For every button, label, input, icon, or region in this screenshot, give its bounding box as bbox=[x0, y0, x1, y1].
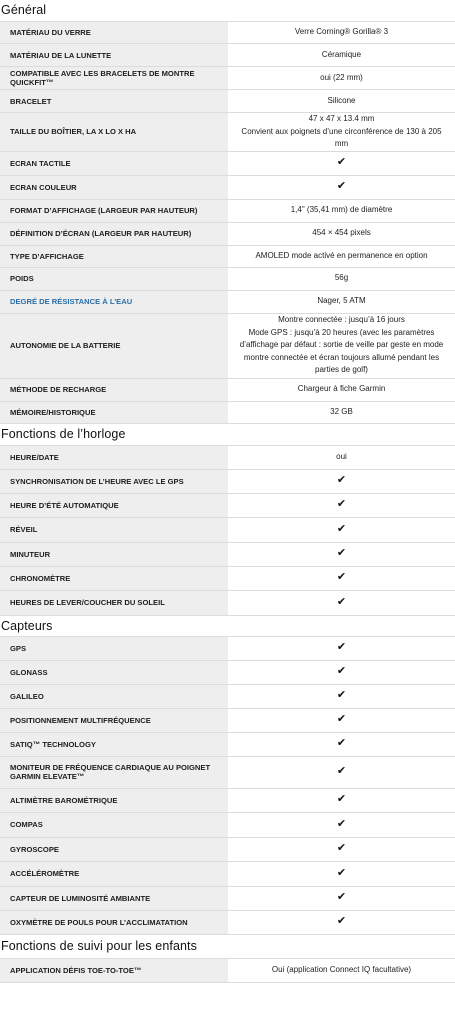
spec-row bbox=[0, 290, 455, 313]
spec-value bbox=[228, 113, 455, 152]
spec-value-line: Nager, 5 ATM bbox=[317, 296, 366, 306]
spec-row bbox=[0, 493, 455, 517]
checkmark-icon: ✔ bbox=[336, 891, 347, 904]
spec-value bbox=[228, 222, 455, 245]
spec-label-reveil: RÉVEIL bbox=[0, 517, 228, 542]
spec-row bbox=[0, 199, 455, 222]
spec-value bbox=[228, 151, 455, 175]
spec-row bbox=[0, 788, 455, 812]
spec-row bbox=[0, 566, 455, 590]
spec-label-capteur-de-luminosite-ambiante: CAPTEUR DE LUMINOSITÉ AMBIANTE bbox=[0, 886, 228, 910]
spec-row bbox=[0, 378, 455, 401]
spec-value bbox=[228, 199, 455, 222]
spec-label-gps: GPS bbox=[0, 636, 228, 660]
checkmark-icon: ✔ bbox=[336, 842, 347, 855]
spec-label-ecran-couleur: ECRAN COULEUR bbox=[0, 175, 228, 199]
checkmark-icon: ✔ bbox=[336, 156, 347, 169]
spec-value-line: Oui (application Connect IQ facultative) bbox=[271, 964, 412, 974]
spec-value-line: oui bbox=[336, 451, 347, 461]
spec-value bbox=[228, 90, 455, 113]
spec-row bbox=[0, 684, 455, 708]
spec-value bbox=[228, 684, 455, 708]
checkmark-icon: ✔ bbox=[336, 689, 347, 702]
spec-row bbox=[0, 910, 455, 934]
spec-row bbox=[0, 44, 455, 67]
spec-label-altimetre-barometrique: ALTIMÈTRE BAROMÉTRIQUE bbox=[0, 788, 228, 812]
spec-row bbox=[0, 756, 455, 788]
spec-value bbox=[228, 958, 455, 982]
spec-value bbox=[228, 886, 455, 910]
spec-row bbox=[0, 469, 455, 493]
spec-label-chronometre: CHRONOMÈTRE bbox=[0, 566, 228, 590]
spec-label-autonomie-de-la-batterie: AUTONOMIE DE LA BATTERIE bbox=[0, 313, 228, 378]
spec-row bbox=[0, 660, 455, 684]
section-title-capteurs: Capteurs bbox=[1, 618, 53, 633]
spec-value bbox=[228, 812, 455, 837]
spec-value bbox=[228, 861, 455, 886]
spec-label-accelerometre: ACCÉLÉROMÈTRE bbox=[0, 861, 228, 886]
spec-label-materiau-de-la-lunette: MATÉRIAU DE LA LUNETTE bbox=[0, 44, 228, 67]
spec-value bbox=[228, 401, 455, 423]
spec-value-line: Silicone bbox=[327, 95, 356, 105]
spec-value-line: Mode GPS : jusqu’à 20 heures (avec les paramètres d’affichage par défaut : sortie de veille par geste en mode montre connectée et écran toujours allumé pendant les parties de golf) bbox=[239, 327, 444, 375]
spec-row bbox=[0, 958, 455, 982]
spec-row bbox=[0, 22, 455, 44]
section-title-fonctions-de-l-horloge: Fonctions de l’horloge bbox=[1, 426, 126, 441]
spec-label-format-d-affichage-largeur-par-hauteur: FORMAT D’AFFICHAGE (LARGEUR PAR HAUTEUR) bbox=[0, 199, 228, 222]
checkmark-icon: ✔ bbox=[336, 522, 347, 535]
checkmark-icon: ✔ bbox=[336, 665, 347, 678]
spec-row bbox=[0, 222, 455, 245]
section-title-general: Général bbox=[1, 3, 47, 17]
spec-value-line: 32 GB bbox=[330, 406, 353, 416]
spec-table-fonctions-de-suivi-pour-les-enfants bbox=[0, 958, 455, 983]
spec-label-bracelet: BRACELET bbox=[0, 90, 228, 113]
spec-label-methode-de-recharge: MÉTHODE DE RECHARGE bbox=[0, 378, 228, 401]
spec-label-taille-du-boitier-la-x-lo-x-ha: TAILLE DU BOÎTIER, LA X LO X HA bbox=[0, 113, 228, 152]
checkmark-icon: ✔ bbox=[336, 180, 347, 193]
checkmark-icon: ✔ bbox=[336, 474, 347, 487]
checkmark-icon: ✔ bbox=[336, 595, 347, 608]
spec-row bbox=[0, 837, 455, 861]
checkmark-icon: ✔ bbox=[336, 713, 347, 726]
checkmark-icon: ✔ bbox=[336, 547, 347, 560]
spec-table-fonctions-de-l-horloge bbox=[0, 445, 455, 616]
spec-row bbox=[0, 517, 455, 542]
spec-label-glonass: GLONASS bbox=[0, 660, 228, 684]
spec-row bbox=[0, 113, 455, 152]
checkmark-icon: ✔ bbox=[336, 498, 347, 511]
spec-table-general bbox=[0, 21, 455, 424]
spec-label-heure-date: HEURE/DATE bbox=[0, 445, 228, 469]
spec-label-memoire-historique: MÉMOIRE/HISTORIQUE bbox=[0, 401, 228, 423]
spec-label-type-d-affichage: TYPE D’AFFICHAGE bbox=[0, 245, 228, 267]
checkmark-icon: ✔ bbox=[336, 641, 347, 654]
spec-value-line: oui (22 mm) bbox=[320, 72, 363, 82]
spec-value-line: Montre connectée : jusqu’à 16 jours bbox=[278, 315, 405, 325]
spec-table-capteurs bbox=[0, 636, 455, 935]
spec-label-materiau-du-verre: MATÉRIAU DU VERRE bbox=[0, 22, 228, 44]
spec-value-line: 454 × 454 pixels bbox=[312, 228, 371, 238]
spec-value bbox=[228, 910, 455, 934]
spec-row bbox=[0, 636, 455, 660]
spec-value bbox=[228, 837, 455, 861]
spec-value bbox=[228, 590, 455, 615]
spec-value bbox=[228, 290, 455, 313]
spec-value bbox=[228, 44, 455, 67]
spec-label-ecran-tactile: ECRAN TACTILE bbox=[0, 151, 228, 175]
spec-value bbox=[228, 788, 455, 812]
spec-label-satiq-technology: SATIQ™ TECHNOLOGY bbox=[0, 732, 228, 756]
checkmark-icon: ✔ bbox=[336, 866, 347, 879]
spec-label-heure-d-ete-automatique: HEURE D’ÉTÉ AUTOMATIQUE bbox=[0, 493, 228, 517]
spec-row bbox=[0, 445, 455, 469]
spec-value bbox=[228, 566, 455, 590]
spec-label-degre-de-resistance-a-l-eau[interactable]: DEGRÉ DE RÉSISTANCE À L’EAU bbox=[0, 290, 228, 313]
spec-value bbox=[228, 378, 455, 401]
spec-value bbox=[228, 469, 455, 493]
spec-label-definition-d-ecran-largeur-par-hauteur: DÉFINITION D’ÉCRAN (LARGEUR PAR HAUTEUR) bbox=[0, 222, 228, 245]
spec-label-application-defis-toe-to-toe: APPLICATION DÉFIS TOE-TO-TOE™ bbox=[0, 958, 228, 982]
spec-label-heures-de-lever-coucher-du-soleil: HEURES DE LEVER/COUCHER DU SOLEIL bbox=[0, 590, 228, 615]
spec-row bbox=[0, 886, 455, 910]
spec-value bbox=[228, 67, 455, 90]
spec-value-line: Chargeur à fiche Garmin bbox=[297, 384, 386, 394]
spec-label-gyroscope: GYROSCOPE bbox=[0, 837, 228, 861]
spec-label-poids: POIDS bbox=[0, 267, 228, 290]
spec-value bbox=[228, 636, 455, 660]
spec-label-galileo: GALILEO bbox=[0, 684, 228, 708]
spec-label-compas: COMPAS bbox=[0, 812, 228, 837]
checkmark-icon: ✔ bbox=[336, 765, 347, 778]
spec-row bbox=[0, 151, 455, 175]
checkmark-icon: ✔ bbox=[336, 793, 347, 806]
spec-row bbox=[0, 67, 455, 90]
spec-row bbox=[0, 542, 455, 566]
spec-label-compatible-avec-les-bracelets-de-montre-quickfit: COMPATIBLE AVEC LES BRACELETS DE MONTRE QUICKFIT™ bbox=[0, 67, 228, 90]
spec-value bbox=[228, 445, 455, 469]
spec-value bbox=[228, 542, 455, 566]
spec-value-line: Verre Corning® Gorilla® 3 bbox=[294, 27, 389, 37]
spec-value bbox=[228, 245, 455, 267]
spec-label-minuteur: MINUTEUR bbox=[0, 542, 228, 566]
spec-value bbox=[228, 517, 455, 542]
spec-row bbox=[0, 861, 455, 886]
spec-label-oxymetre-de-pouls-pour-l-acclimatation: OXYMÈTRE DE POULS POUR L’ACCLIMATATION bbox=[0, 910, 228, 934]
spec-row bbox=[0, 708, 455, 732]
spec-row bbox=[0, 245, 455, 267]
spec-value-line: Céramique bbox=[321, 49, 362, 59]
spec-value-line: 1,4" (35,41 mm) de diamètre bbox=[290, 205, 393, 215]
spec-value bbox=[228, 313, 455, 378]
spec-value bbox=[228, 708, 455, 732]
spec-value bbox=[228, 175, 455, 199]
spec-row bbox=[0, 812, 455, 837]
spec-value-line: AMOLED mode activé en permanence en option bbox=[255, 250, 428, 260]
spec-value-line: Convient aux poignets d’une circonférence de 130 à 205 mm bbox=[241, 126, 442, 148]
spec-label-synchronisation-de-l-heure-avec-le-gps: SYNCHRONISATION DE L’HEURE AVEC LE GPS bbox=[0, 469, 228, 493]
spec-row bbox=[0, 267, 455, 290]
spec-row bbox=[0, 590, 455, 615]
spec-value bbox=[228, 22, 455, 44]
spec-row bbox=[0, 175, 455, 199]
checkmark-icon: ✔ bbox=[336, 817, 347, 830]
spec-value bbox=[228, 732, 455, 756]
spec-value bbox=[228, 660, 455, 684]
spec-label-positionnement-multifrequence: POSITIONNEMENT MULTIFRÉQUENCE bbox=[0, 708, 228, 732]
spec-row bbox=[0, 732, 455, 756]
spec-row bbox=[0, 401, 455, 423]
section-title-fonctions-de-suivi-pour-les-enfants: Fonctions de suivi pour les enfants bbox=[1, 938, 197, 953]
spec-value bbox=[228, 267, 455, 290]
spec-value-line: 47 x 47 x 13.4 mm bbox=[308, 114, 375, 123]
spec-value-line: 56g bbox=[334, 273, 349, 283]
checkmark-icon: ✔ bbox=[336, 571, 347, 584]
spec-row bbox=[0, 90, 455, 113]
spec-value bbox=[228, 493, 455, 517]
spec-value bbox=[228, 756, 455, 788]
spec-label-moniteur-de-frequence-cardiaque-au-poignet-garmin-elevate: MONITEUR DE FRÉQUENCE CARDIAQUE AU POIGNET GARMIN ELEVATE™ bbox=[0, 756, 228, 788]
checkmark-icon: ✔ bbox=[336, 915, 347, 928]
spec-row bbox=[0, 313, 455, 378]
checkmark-icon: ✔ bbox=[336, 737, 347, 750]
